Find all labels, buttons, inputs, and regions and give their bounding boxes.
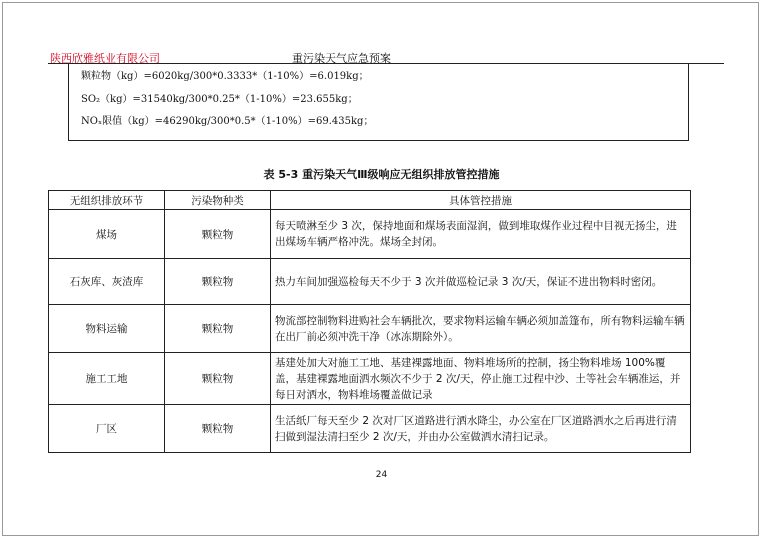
cell-pollutant: 颗粒物 — [165, 353, 271, 405]
cell-emission-link: 物料运输 — [49, 305, 165, 353]
cell-measure: 基建处加大对施工工地、基建裸露地面、物料堆场所的控制，扬尘物料堆场 100%覆盖，基建裸露地面洒水频次不少于 2 次/天，停止施工过程中沙、土等社会车辆准运，并每日对洒水，物料堆场覆盖做记录 — [271, 353, 691, 405]
table-caption: 表 5-3 重污染天气Ⅲ级响应无组织排放管控措施 — [263, 168, 500, 181]
cell-emission-link: 煤场 — [49, 210, 165, 259]
cell-pollutant: 颗粒物 — [165, 259, 271, 305]
cell-emission-link: 石灰库、灰渣库 — [49, 259, 165, 305]
table-row — [49, 405, 691, 453]
cell-measure: 热力车间加强巡检每天不少于 3 次并做巡检记录 3 次/天，保证不进出物料时密闭。 — [271, 259, 691, 305]
cell-pollutant: 颗粒物 — [165, 210, 271, 259]
cell-measure: 物流部控制物料进购社会车辆批次，要求物料运输车辆必须加盖篷布，所有物料运输车辆在出厂前必须冲洗干净（冰冻期除外）。 — [271, 305, 691, 353]
calc-line-nox: NOₓ限值（kg）=46290kg/300*0.5*（1-10%）=69.435kg； — [81, 116, 374, 127]
page-number: 24 — [375, 470, 388, 480]
table-row — [49, 353, 691, 405]
table-header-row — [49, 191, 691, 210]
cell-emission-link: 厂区 — [49, 405, 165, 453]
cell-emission-link: 施工工地 — [49, 353, 165, 405]
header-emission-link: 无组织排放环节 — [49, 191, 165, 210]
header-document-title: 重污染天气应急预案 — [292, 52, 391, 65]
calc-line-particulate: 颗粒物（kg）=6020kg/300*0.3333*（1-10%）=6.019kg； — [81, 71, 369, 82]
header-pollutant-type: 污染物种类 — [165, 191, 271, 210]
header-control-measures: 具体管控措施 — [271, 191, 691, 210]
cell-pollutant: 颗粒物 — [165, 305, 271, 353]
calc-line-so2: SO₂（kg）=31540kg/300*0.25*（1-10%）=23.655kg； — [81, 94, 358, 105]
cell-measure: 每天喷淋至少 3 次，保持地面和煤场表面湿润，做到堆取煤作业过程中目视无扬尘，进出煤场车辆严格冲洗。煤场全封闭。 — [271, 210, 691, 259]
table-row — [49, 259, 691, 305]
control-measures-table — [48, 190, 691, 453]
table-row — [49, 305, 691, 353]
header-company-name: 陕西欣雅纸业有限公司 — [50, 52, 160, 65]
cell-measure: 生活纸厂每天至少 2 次对厂区道路进行洒水降尘，办公室在厂区道路洒水之后再进行清扫做到湿法清扫至少 2 次/天，并由办公室做洒水清扫记录。 — [271, 405, 691, 453]
cell-pollutant: 颗粒物 — [165, 405, 271, 453]
table-row — [49, 210, 691, 259]
emission-calculation-box — [68, 63, 689, 141]
